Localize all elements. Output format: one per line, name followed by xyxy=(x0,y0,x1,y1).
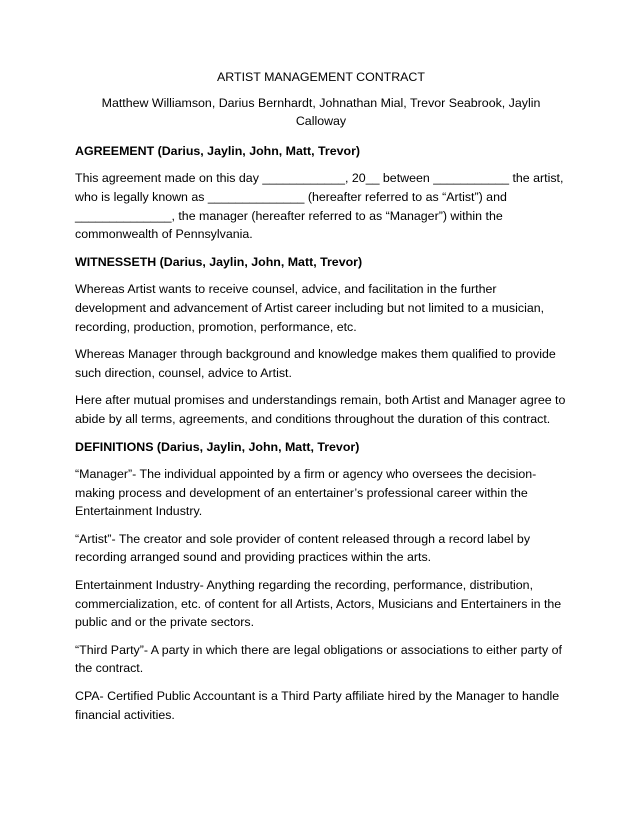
definition-cpa: CPA- Certified Public Accountant is a Third Party affiliate hired by the Manager to handle financial activities. xyxy=(75,689,560,722)
definition-third-party: “Third Party”- A party in which there are legal obligations or associations to either party of the contract. xyxy=(75,642,562,676)
witnesseth-paragraph: Whereas Artist wants to receive counsel, advice, and facilitation in the further development and advancement of Artist career including but not limited to a musician, recording, production, promotion, performance, etc. xyxy=(75,282,545,334)
document-page xyxy=(75,68,567,733)
section-heading-witnesseth: WITNESSETH (Darius, Jaylin, John, Matt, Trevor) xyxy=(75,254,363,269)
definition-artist: “Artist”- The creator and sole provider of content released through a record label by recording arranged sound and providing practices within the arts. xyxy=(75,531,531,565)
section-heading-definitions: DEFINITIONS (Darius, Jaylin, John, Matt, Trevor) xyxy=(75,439,360,454)
document-title: ARTIST MANAGEMENT CONTRACT xyxy=(217,70,425,84)
witnesseth-paragraph: Whereas Manager through background and knowledge makes them qualified to provide such direction, counsel, advice to Artist. xyxy=(75,347,556,380)
witnesseth-paragraph: Here after mutual promises and understandings remain, both Artist and Manager agree to abide by all terms, agreements, and conditions throughout the duration of this contract. xyxy=(75,393,566,426)
agreement-paragraph: This agreement made on this day ____________, 20__ between ___________ the artist, who is legally known as ______________ (hereafter referred to as “Artist”) and ______________, the manager (hereafter referred to as “Manager”) within the commonwealth of Pennsylvania. xyxy=(75,171,564,242)
definition-manager: “Manager”- The individual appointed by a firm or agency who oversees the decision-making process and development of an entertainer’s professional career within the Entertainment Industry. xyxy=(75,467,537,519)
definition-entertainment-industry: Entertainment Industry- Anything regarding the recording, performance, distribution, commercialization, etc. of content for all Artists, Actors, Musicians and Entertainers in the public and or the private sectors. xyxy=(75,578,562,630)
document-authors: Matthew Williamson, Darius Bernhardt, Johnathan Mial, Trevor Seabrook, Jaylin Calloway xyxy=(101,95,541,129)
section-heading-agreement: AGREEMENT (Darius, Jaylin, John, Matt, Trevor) xyxy=(75,143,361,158)
